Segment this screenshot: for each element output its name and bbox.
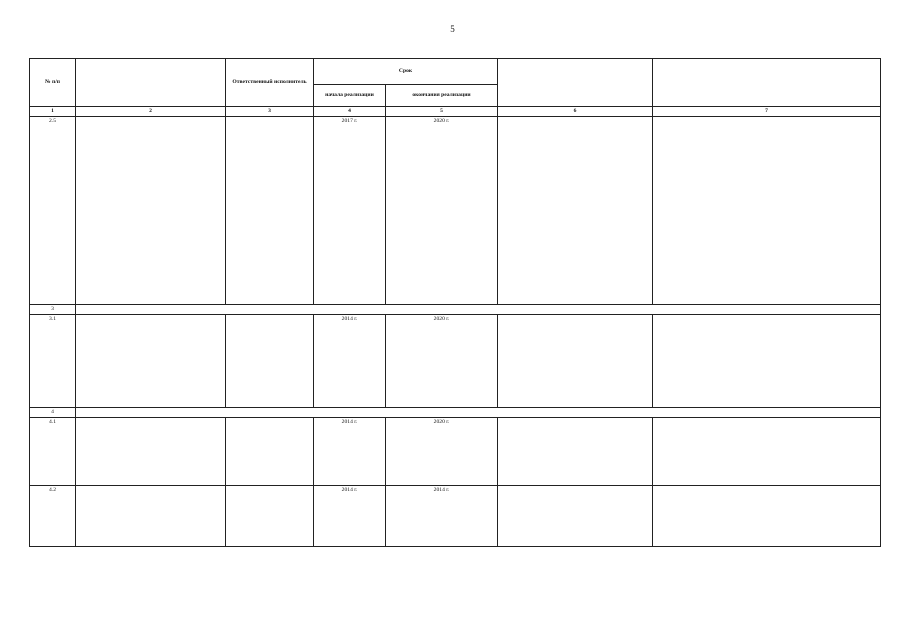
row-start: 2014 г. xyxy=(314,315,386,408)
row-num: 3 xyxy=(30,305,76,315)
header-term: Срок xyxy=(314,59,498,85)
row-indicators xyxy=(653,418,881,486)
row-end: 2014 г. xyxy=(386,486,498,547)
row-result xyxy=(498,315,653,408)
row-start: 2017 г. xyxy=(314,117,386,305)
row-num: 4.2 xyxy=(30,486,76,547)
row-num: 4 xyxy=(30,408,76,418)
column-number: 4 xyxy=(314,107,386,117)
table-row xyxy=(30,315,881,408)
row-end: 2020 г. xyxy=(386,315,498,408)
row-indicators xyxy=(653,117,881,305)
row-indicators xyxy=(653,486,881,547)
row-num: 2.5 xyxy=(30,117,76,305)
column-number-row xyxy=(30,107,881,117)
row-end: 2020 г. xyxy=(386,418,498,486)
row-result xyxy=(498,486,653,547)
subprogram-title xyxy=(76,305,881,315)
table-row xyxy=(30,117,881,305)
subprogram-title xyxy=(76,408,881,418)
row-result xyxy=(498,117,653,305)
header-name xyxy=(76,59,226,107)
row-executor xyxy=(226,486,314,547)
row-start: 2014 г. xyxy=(314,486,386,547)
column-number: 3 xyxy=(226,107,314,117)
subprogram-row xyxy=(30,305,881,315)
row-executor xyxy=(226,117,314,305)
column-number: 2 xyxy=(76,107,226,117)
header-term-start: начала реализации xyxy=(314,85,386,107)
column-number: 5 xyxy=(386,107,498,117)
header-executor: Ответственный исполнитель xyxy=(226,59,314,107)
table-row xyxy=(30,486,881,547)
row-executor xyxy=(226,418,314,486)
column-number: 6 xyxy=(498,107,653,117)
header-target-indicators xyxy=(653,59,881,107)
row-start: 2014 г. xyxy=(314,418,386,486)
row-name xyxy=(76,418,226,486)
row-name xyxy=(76,486,226,547)
header-num: № п/п xyxy=(30,59,76,107)
row-result xyxy=(498,418,653,486)
column-number: 1 xyxy=(30,107,76,117)
header-expected-result xyxy=(498,59,653,107)
table-row xyxy=(30,418,881,486)
program-table xyxy=(29,58,881,547)
row-name xyxy=(76,117,226,305)
row-executor xyxy=(226,315,314,408)
row-name xyxy=(76,315,226,408)
page-number: 5 xyxy=(450,24,455,34)
header-row xyxy=(30,59,881,85)
row-end: 2020 г. xyxy=(386,117,498,305)
row-indicators xyxy=(653,315,881,408)
subprogram-row xyxy=(30,408,881,418)
row-num: 4.1 xyxy=(30,418,76,486)
header-term-end: окончания реализации xyxy=(386,85,498,107)
row-num: 3.1 xyxy=(30,315,76,408)
column-number: 7 xyxy=(653,107,881,117)
